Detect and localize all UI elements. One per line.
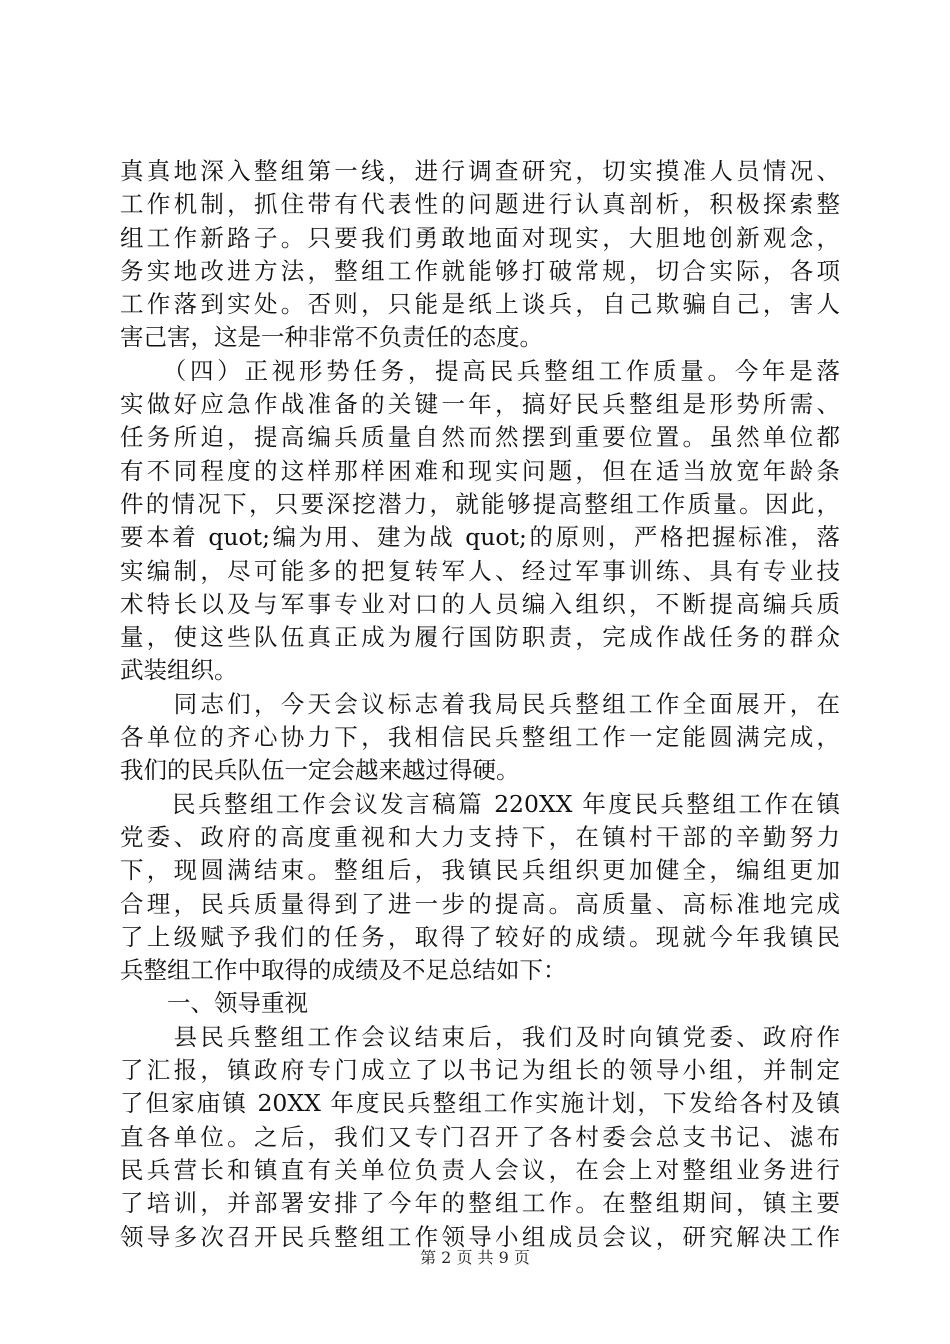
text-line: 了但家庙镇 20XX 年度民兵整组工作实施计划，下发给各村及镇 <box>120 1089 840 1118</box>
text-line: 有不同程度的这样那样困难和现实问题，但在适当放宽年龄条 <box>120 456 840 485</box>
text-line: 工作机制，抓住带有代表性的问题进行认真剖析，积极探索整 <box>120 190 840 219</box>
text-line: 同志们，今天会议标志着我局民兵整组工作全面展开，在 <box>120 689 840 718</box>
text-line: （四）正视形势任务，提高民兵整组工作质量。今年是落 <box>120 356 840 385</box>
text-line: 务实地改进方法，整组工作就能够打破常规，切合实际，各项 <box>120 256 840 285</box>
text-line: 害己害，这是一种非常不负责任的态度。 <box>120 323 543 352</box>
text-line: 任务所迫，提高编兵质量自然而然摆到重要位置。虽然单位都 <box>120 423 840 452</box>
text-line: 组工作新路子。只要我们勇敢地面对现实，大胆地创新观念， <box>120 223 840 252</box>
text-line: 直各单位。之后，我们又专门召开了各村委会总支书记、滤布 <box>120 1122 840 1151</box>
text-line: 实编制，尽可能多的把复转军人、经过军事训练、具有专业技 <box>120 556 840 585</box>
text-line: 真真地深入整组第一线，进行调查研究，切实摸准人员情况、 <box>120 157 840 185</box>
text-line: 一、领导重视 <box>120 989 308 1018</box>
text-line: 术特长以及与军事专业对口的人员编入组织，不断提高编兵质 <box>120 589 840 618</box>
text-line: 兵整组工作中取得的成绩及不足总结如下： <box>120 956 567 985</box>
text-line: 件的情况下，只要深挖潜力，就能够提高整组工作质量。因此， <box>120 489 840 518</box>
text-line: 实做好应急作战准备的关键一年，搞好民兵整组是形势所需、 <box>120 390 840 419</box>
text-line: 县民兵整组工作会议结束后，我们及时向镇党委、政府作 <box>120 1022 840 1051</box>
text-line: 了培训，并部署安排了今年的整组工作。在整组期间，镇主要 <box>120 1189 840 1218</box>
text-line: 要本着 quot;编为用、建为战 quot;的原则，严格把握标准，落 <box>120 523 840 552</box>
text-line: 领导多次召开民兵整组工作领导小组成员会议，研究解决工作 <box>120 1222 840 1251</box>
text-line: 量，使这些队伍真正成为履行国防职责，完成作战任务的群众 <box>120 623 840 652</box>
text-line: 各单位的齐心协力下，我相信民兵整组工作一定能圆满完成， <box>120 723 840 752</box>
text-line: 合理，民兵质量得到了进一步的提高。高质量、高标准地完成 <box>120 889 840 918</box>
text-line: 武装组织。 <box>120 656 238 685</box>
text-line: 下，现圆满结束。整组后，我镇民兵组织更加健全，编组更加 <box>120 856 840 885</box>
text-line: 工作落到实处。否则，只能是纸上谈兵，自己欺骗自己，害人 <box>120 290 840 319</box>
document-body <box>120 155 840 1254</box>
text-line: 民兵营长和镇直有关单位负责人会议，在会上对整组业务进行 <box>120 1155 840 1184</box>
text-line: 我们的民兵队伍一定会越来越过得硬。 <box>120 756 520 785</box>
text-line: 民兵整组工作会议发言稿篇 220XX 年度民兵整组工作在镇 <box>120 789 840 818</box>
text-line: 了上级赋予我们的任务，取得了较好的成绩。现就今年我镇民 <box>120 922 840 951</box>
page-footer: 第 2 页 共 9 页 <box>420 1248 530 1267</box>
text-line: 党委、政府的高度重视和大力支持下，在镇村干部的辛勤努力 <box>120 822 840 851</box>
text-line: 了汇报，镇政府专门成立了以书记为组长的领导小组，并制定 <box>120 1056 840 1085</box>
